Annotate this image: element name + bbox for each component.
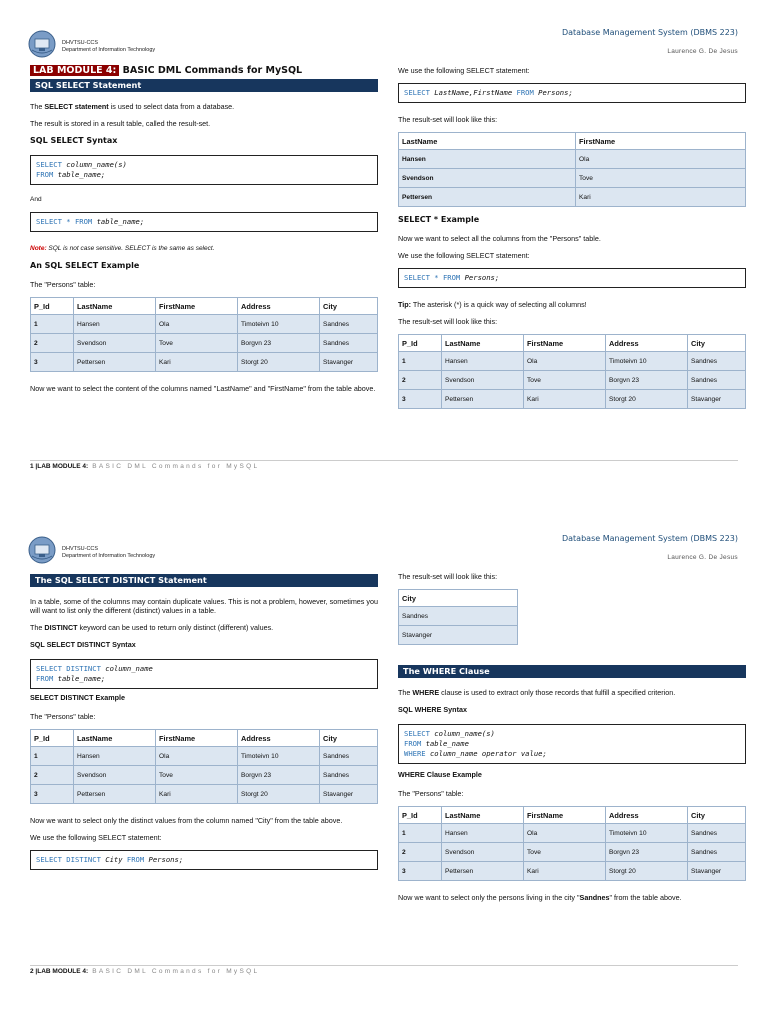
table-cell: Timoteivn 10 — [238, 315, 320, 334]
bold-text: WHERE — [412, 688, 440, 697]
table-row — [399, 169, 746, 188]
subheading-star: SELECT * Example — [398, 215, 480, 224]
page-footer — [30, 463, 259, 470]
text: Now we want to select only the persons living in the city " — [398, 893, 580, 902]
text: keyword can be used to return only distinct (different) values. — [77, 623, 274, 632]
module-badge: LAB MODULE 4: — [30, 65, 119, 76]
footer-divider — [30, 965, 738, 966]
subheading-example: SELECT DISTINCT Example — [30, 693, 126, 702]
subheading-syntax: SQL SELECT Syntax — [30, 136, 118, 145]
column-header: FirstName — [524, 335, 606, 352]
table-cell: Pettersen — [74, 785, 156, 804]
subheading-where-syntax: SQL WHERE Syntax — [398, 705, 467, 714]
table-header-row — [399, 807, 746, 824]
left-column — [30, 572, 378, 880]
column-header: LastName — [399, 133, 576, 150]
module-title — [30, 66, 378, 75]
section-heading-select: SQL SELECT Statement — [30, 79, 378, 92]
code-identifier: City — [105, 855, 123, 864]
table-cell: Borgvn 23 — [606, 371, 688, 390]
table-cell: Timoteivn 10 — [606, 824, 688, 843]
table-cell: 1 — [399, 824, 442, 843]
table-cell: Borgvn 23 — [606, 843, 688, 862]
code-block — [30, 850, 378, 870]
table-cell: Svendson — [442, 371, 524, 390]
right-column — [398, 66, 746, 421]
table-cell: Hansen — [442, 824, 524, 843]
table-cell: Sandnes — [320, 315, 378, 334]
footer-label: LAB MODULE 4: — [37, 968, 89, 975]
module-title-text: BASIC DML Commands for MySQL — [122, 65, 303, 76]
footer-divider — [30, 460, 738, 461]
table-cell: Borgvn 23 — [238, 766, 320, 785]
note — [30, 244, 378, 253]
code-keyword: SELECT * FROM — [404, 273, 461, 282]
bold-text: SELECT statement — [44, 102, 109, 111]
table-cell: Timoteivn 10 — [238, 747, 320, 766]
code-keyword: FROM — [404, 739, 422, 748]
column-header: FirstName — [156, 730, 238, 747]
column-header: P_Id — [31, 730, 74, 747]
column-header: Address — [238, 730, 320, 747]
subheading-example: An SQL SELECT Example — [30, 261, 140, 270]
table-cell: Stavanger — [320, 785, 378, 804]
table-row — [399, 843, 746, 862]
paragraph: In a table, some of the columns may contain duplicate values. This is not a problem, however, sometimes you will want to list only the different (distinct) values in a table. — [30, 597, 378, 615]
table-cell: Ola — [156, 747, 238, 766]
code-identifier: column_name operator value; — [429, 749, 547, 758]
code-keyword: SELECT — [36, 160, 62, 169]
table-cell: Pettersen — [442, 390, 524, 409]
subheading-where-example: WHERE Clause Example — [398, 770, 482, 779]
code-identifier: column_name(s) — [434, 729, 495, 738]
code-block — [398, 724, 746, 764]
table-cell: Tove — [156, 766, 238, 785]
column-header: Address — [238, 298, 320, 315]
section-heading-distinct: The SQL SELECT DISTINCT Statement — [30, 574, 378, 587]
page-number: 1 | — [30, 463, 38, 470]
persons-table — [398, 806, 746, 881]
column-header: City — [688, 335, 746, 352]
table-row — [399, 862, 746, 881]
persons-table — [30, 729, 378, 804]
table-cell: Timoteivn 10 — [606, 352, 688, 371]
code-identifier: table_name; — [57, 674, 106, 683]
code-identifier: Persons; — [538, 88, 573, 97]
code-keyword: SELECT — [404, 729, 430, 738]
paragraph: The result-set will look like this: — [398, 115, 498, 124]
table-cell: 1 — [31, 747, 74, 766]
course-title: Database Management System (DBMS 223) — [561, 28, 738, 37]
table-cell: Kari — [524, 862, 606, 881]
tip-text: The asterisk (*) is a quick way of selecting all columns! — [411, 300, 587, 309]
table-cell: Pettersen — [399, 188, 576, 207]
code-block — [398, 83, 746, 103]
table-cell: Sandnes — [688, 352, 746, 371]
table-header-row — [399, 133, 746, 150]
paragraph: The result is stored in a result table, called the result-set. — [30, 119, 211, 128]
code-identifier: column_name(s) — [66, 160, 127, 169]
table-cell: Hansen — [74, 315, 156, 334]
code-keyword: SELECT * FROM — [36, 217, 93, 226]
right-column — [398, 572, 746, 910]
code-keyword: FROM — [126, 855, 145, 864]
table-cell: 2 — [399, 371, 442, 390]
table-cell: Tove — [524, 371, 606, 390]
table-cell: Stavanger — [399, 626, 518, 645]
tip — [398, 300, 746, 309]
code-keyword: FROM — [516, 88, 534, 97]
course-title: Database Management System (DBMS 223) — [561, 534, 738, 543]
left-column — [30, 66, 378, 401]
column-header: FirstName — [524, 807, 606, 824]
table-cell: Sandnes — [320, 747, 378, 766]
org-line-1: DHVTSU-CCS — [62, 546, 99, 552]
persons-table — [30, 297, 378, 372]
table-row — [31, 315, 378, 334]
table-cell: Sandnes — [320, 766, 378, 785]
paragraph: Now we want to select only the distinct values from the column named "City" from the table above. — [30, 816, 343, 825]
table-cell: Kari — [156, 785, 238, 804]
paragraph — [398, 893, 746, 902]
table-row — [31, 766, 378, 785]
table-cell: Hansen — [442, 352, 524, 371]
column-header: P_Id — [31, 298, 74, 315]
table-cell: Sandnes — [688, 371, 746, 390]
table-cell: Borgvn 23 — [238, 334, 320, 353]
column-header: City — [399, 590, 518, 607]
column-header: Address — [606, 807, 688, 824]
table-cell: Stavanger — [688, 390, 746, 409]
column-header: LastName — [74, 298, 156, 315]
column-header: City — [320, 730, 378, 747]
code-keyword: FROM — [36, 674, 54, 683]
code-identifier: Persons; — [148, 855, 184, 864]
table-cell: Tove — [156, 334, 238, 353]
city-result-table — [398, 589, 518, 645]
column-header: LastName — [442, 335, 524, 352]
table-cell: 2 — [31, 766, 74, 785]
table-cell: Ola — [524, 824, 606, 843]
paragraph: The "Persons" table: — [398, 789, 464, 798]
page-number: 2 | — [30, 968, 38, 975]
table-header-row — [399, 335, 746, 352]
code-block — [30, 212, 378, 232]
column-header: Address — [606, 335, 688, 352]
table-cell: Storgt 20 — [238, 353, 320, 372]
paragraph — [30, 623, 378, 632]
code-keyword: SELECT — [404, 88, 430, 97]
table-header-row — [31, 298, 378, 315]
column-header: LastName — [442, 807, 524, 824]
text: The — [398, 688, 413, 697]
text: The — [30, 102, 45, 111]
column-header: City — [688, 807, 746, 824]
org-line-1: DHVTSU-CCS — [62, 40, 99, 46]
table-cell: Sandnes — [688, 843, 746, 862]
paragraph: We use the following SELECT statement: — [398, 66, 530, 75]
code-keyword: FROM — [36, 170, 54, 179]
text: is used to select data from a database. — [108, 102, 235, 111]
school-logo-icon — [28, 30, 56, 58]
bold-text: Sandnes — [579, 893, 610, 902]
code-keyword: SELECT DISTINCT — [36, 855, 101, 864]
code-block — [398, 268, 746, 288]
table-cell: 3 — [31, 353, 74, 372]
code-keyword: WHERE — [404, 749, 426, 758]
table-cell: Ola — [576, 150, 746, 169]
table-cell: 3 — [399, 862, 442, 881]
paragraph: We use the following SELECT statement: — [398, 251, 530, 260]
table-row — [399, 607, 518, 626]
table-row — [31, 785, 378, 804]
note-text: SQL is not case sensitive. SELECT is the same as select. — [46, 245, 215, 252]
paragraph — [398, 688, 746, 697]
table-cell: 2 — [31, 334, 74, 353]
author-name: Laurence G. De Jesus — [667, 554, 738, 561]
table-cell: Stavanger — [688, 862, 746, 881]
footer-module: BASIC DML Commands for MySQL — [88, 968, 260, 975]
table-cell: Storgt 20 — [606, 862, 688, 881]
table-row — [399, 352, 746, 371]
table-row — [31, 353, 378, 372]
section-heading-where: The WHERE Clause — [398, 665, 746, 678]
table-cell: Svendson — [442, 843, 524, 862]
table-cell: Kari — [156, 353, 238, 372]
table-cell: Sandnes — [320, 334, 378, 353]
column-header: P_Id — [399, 807, 442, 824]
paragraph: The "Persons" table: — [30, 280, 96, 289]
persons-table — [398, 334, 746, 409]
table-cell: Ola — [524, 352, 606, 371]
paragraph: Now we want to select all the columns from the "Persons" table. — [398, 234, 601, 243]
table-row — [399, 390, 746, 409]
tip-label: Tip: — [398, 300, 412, 309]
subheading-syntax: SQL SELECT DISTINCT Syntax — [30, 640, 136, 649]
page-2 — [0, 506, 768, 1018]
note-label: Note: — [30, 245, 47, 252]
code-identifier: Persons; — [464, 273, 500, 282]
table-row — [399, 626, 518, 645]
table-cell: Kari — [524, 390, 606, 409]
paragraph — [30, 102, 378, 111]
column-header: FirstName — [576, 133, 746, 150]
table-cell: Pettersen — [74, 353, 156, 372]
paragraph: And — [30, 196, 42, 203]
column-header: P_Id — [399, 335, 442, 352]
column-header: LastName — [74, 730, 156, 747]
paragraph: The result-set will look like this: — [398, 317, 498, 326]
code-identifier: table_name; — [57, 170, 106, 179]
code-block — [30, 155, 378, 185]
result-table — [398, 132, 746, 207]
page-footer — [30, 968, 259, 975]
table-header-row — [399, 590, 518, 607]
code-identifier: table_name; — [96, 217, 145, 226]
table-cell: Hansen — [74, 747, 156, 766]
table-cell: Pettersen — [442, 862, 524, 881]
org-name — [62, 40, 155, 54]
paragraph: The result-set will look like this: — [398, 572, 498, 581]
table-cell: Sandnes — [399, 607, 518, 626]
table-header-row — [31, 730, 378, 747]
column-header: FirstName — [156, 298, 238, 315]
table-cell: 2 — [399, 843, 442, 862]
table-cell: 1 — [31, 315, 74, 334]
table-row — [399, 824, 746, 843]
table-cell: Kari — [576, 188, 746, 207]
code-keyword: SELECT DISTINCT — [36, 664, 101, 673]
text: The — [30, 623, 45, 632]
school-logo-icon — [28, 536, 56, 564]
table-row — [399, 150, 746, 169]
org-line-2: Department of Information Technology — [62, 47, 156, 53]
column-header: City — [320, 298, 378, 315]
org-name — [62, 546, 155, 560]
bold-text: DISTINCT — [44, 623, 78, 632]
code-identifier: column_name — [105, 664, 153, 673]
table-cell: Hansen — [399, 150, 576, 169]
table-row — [31, 747, 378, 766]
table-row — [399, 371, 746, 390]
table-cell: Storgt 20 — [606, 390, 688, 409]
code-identifier: LastName,FirstName — [434, 88, 513, 97]
table-cell: Sandnes — [688, 824, 746, 843]
table-cell: Svendson — [74, 766, 156, 785]
text: " from the table above. — [609, 893, 682, 902]
table-cell: 1 — [399, 352, 442, 371]
code-block — [30, 659, 378, 689]
table-cell: Stavanger — [320, 353, 378, 372]
author-name: Laurence G. De Jesus — [667, 48, 738, 55]
table-cell: 3 — [31, 785, 74, 804]
table-cell: Ola — [156, 315, 238, 334]
table-cell: 3 — [399, 390, 442, 409]
org-line-2: Department of Information Technology — [62, 553, 156, 559]
table-row — [399, 188, 746, 207]
table-cell: Tove — [524, 843, 606, 862]
table-cell: Storgt 20 — [238, 785, 320, 804]
table-cell: Tove — [576, 169, 746, 188]
footer-label: LAB MODULE 4: — [37, 463, 89, 470]
text: clause is used to extract only those records that fulfill a specified criterion. — [439, 688, 676, 697]
table-cell: Svendson — [399, 169, 576, 188]
footer-module: BASIC DML Commands for MySQL — [88, 463, 260, 470]
paragraph: Now we want to select the content of the columns named "LastName" and "FirstName" from the table above. — [30, 384, 376, 393]
table-row — [31, 334, 378, 353]
paragraph: The "Persons" table: — [30, 712, 96, 721]
paragraph: We use the following SELECT statement: — [30, 833, 162, 842]
code-identifier: table_name — [425, 739, 469, 748]
table-cell: Svendson — [74, 334, 156, 353]
